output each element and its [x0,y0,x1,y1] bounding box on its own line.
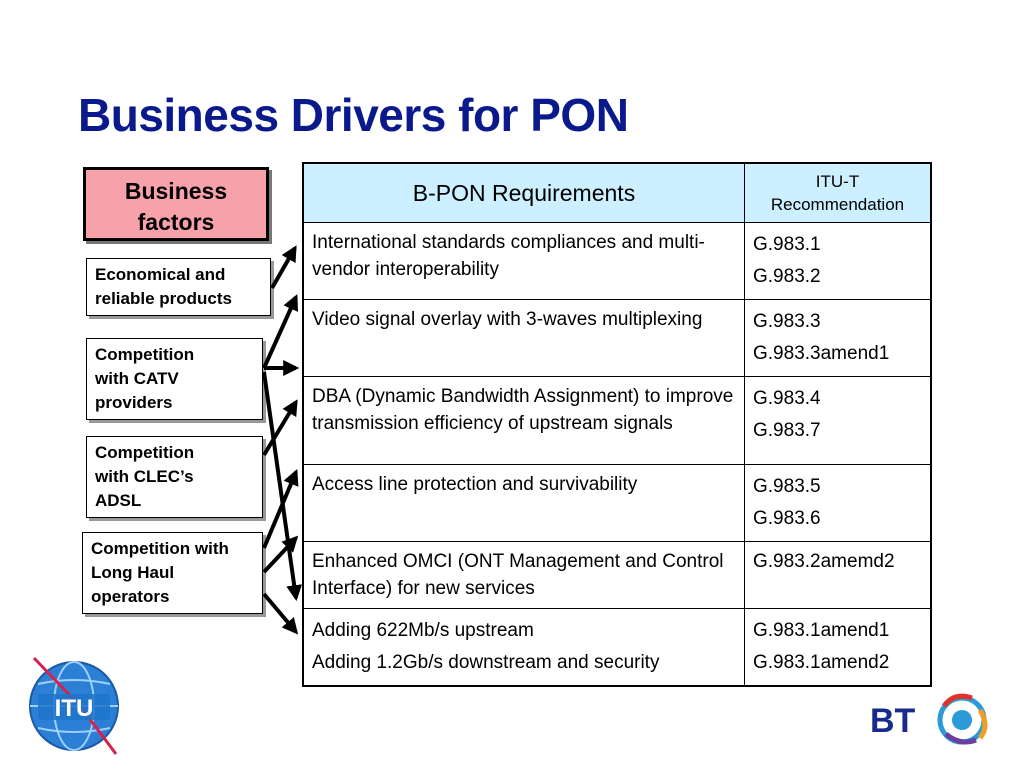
requirement-cell: Access line protection and survivability [303,465,745,542]
business-factors-header: Business factors [83,167,269,241]
slide-title: Business Drivers for PON [78,89,629,141]
recommendation-cell: G.983.3 G.983.3amend1 [745,300,932,377]
header-itu-recommendation: ITU-T Recommendation [745,163,932,223]
factor-box-economical: Economical and reliable products [86,258,271,316]
recommendation-cell: G.983.5 G.983.6 [745,465,932,542]
factor-box-clec: Competition with CLEC’s ADSL [86,436,263,518]
factor-box-catv: Competition with CATV providers [86,338,263,420]
requirement-cell: Adding 622Mb/s upstream Adding 1.2Gb/s downstream and security [303,609,745,687]
factor-box-long-haul: Competition with Long Haul operators [82,532,263,614]
requirement-cell: Video signal overlay with 3-waves multiplexing [303,300,745,377]
itu-logo-text: ITU [54,695,94,722]
requirement-cell: DBA (Dynamic Bandwidth Assignment) to improve transmission efficiency of upstream signals [303,377,745,465]
header-requirements: B-PON Requirements [303,163,745,223]
recommendation-cell: G.983.1 G.983.2 [745,223,932,300]
recommendation-cell: G.983.1amend1 G.983.1amend2 [745,609,932,687]
arrow-longhaul-to-adding [264,594,296,632]
itu-logo [20,650,124,758]
requirement-cell: Enhanced OMCI (ONT Management and Control Interface) for new services [303,542,745,609]
arrow-economical-to-standards [272,248,295,288]
bt-logo [868,686,998,756]
requirement-cell: International standards compliances and multi-vendor interoperability [303,223,745,300]
bt-logo-text: BT [870,702,916,740]
arrow-catv-to-video [264,297,296,368]
recommendation-cell: G.983.4 G.983.7 [745,377,932,465]
recommendation-cell: G.983.2amemd2 [745,542,932,609]
